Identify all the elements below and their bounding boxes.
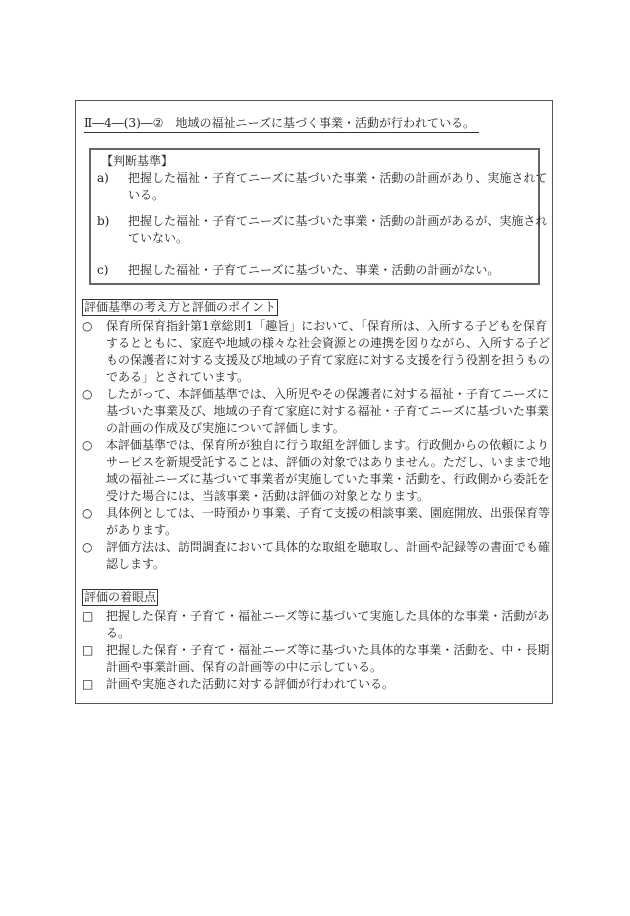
criteria-text: 把握した福祉・子育てニーズに基づいた、事業・活動の計画がない。 xyxy=(128,263,500,277)
focus-checklist xyxy=(82,608,548,693)
circle-bullet-icon: ○ xyxy=(82,540,93,554)
criteria-label: a) xyxy=(97,171,109,185)
criteria-text: いる。 xyxy=(128,188,165,202)
list-item xyxy=(82,437,551,505)
criteria-heading: 【判断基準】 xyxy=(101,154,174,168)
focus-text: 計画や実施された活動に対する評価が行われている。 xyxy=(106,677,395,691)
point-text: があります。 xyxy=(106,523,178,537)
item-title: Ⅱ―4―(3)―② 地域の福祉ニーズに基づく事業・活動が行われている。 xyxy=(84,115,479,133)
focus-text: る。 xyxy=(106,626,131,640)
criteria-text: 把握した福祉・子育てニーズに基づいた事業・活動の計画があり、実施されて xyxy=(128,171,548,185)
criteria-text: ていない。 xyxy=(128,231,189,245)
circle-bullet-icon: ○ xyxy=(82,387,93,401)
point-text: 保育所保育指針第1章総則1「趣旨」において、「保育所は、入所する子どもを保育 xyxy=(106,319,548,333)
point-text: もの保護者に対する支援及び地域の子育て家庭に対する支援を行う役割を担うもの xyxy=(106,353,551,367)
point-text: 本評価基準では、保育所が独自に行う取組を評価します。行政側からの依頼により xyxy=(106,438,550,452)
list-item xyxy=(82,318,551,386)
point-text: 具体例としては、一時預かり事業、子育て支援の相談事業、園庭開放、出張保育等 xyxy=(106,506,551,520)
list-item xyxy=(82,539,551,573)
points-heading: 評価基準の考え方と評価のポイント xyxy=(84,300,277,314)
point-text: するとともに、家庭や地域の様々な社会資源との連携を図りながら、入所する子ど xyxy=(106,336,551,350)
focus-text: 把握した保育・子育て・福祉ニーズ等に基づいて実施した具体的な事業・活動があ xyxy=(106,609,550,623)
points-list xyxy=(82,318,551,573)
list-item xyxy=(82,386,548,437)
circle-bullet-icon: ○ xyxy=(82,319,93,333)
criteria-item-b xyxy=(97,213,548,247)
checklist-item xyxy=(82,676,548,693)
list-item xyxy=(82,505,551,539)
criteria-label: b) xyxy=(97,214,110,228)
point-text: サービスを新規受託することは、評価の対象ではありません。ただし、いままで地 xyxy=(106,455,551,469)
point-text: したがって、本評価基準では、入所児やその保護者に対する福祉・子育てニーズに xyxy=(106,387,550,401)
judgement-criteria-box xyxy=(89,148,548,285)
focus-heading: 評価の着眼点 xyxy=(84,590,157,604)
focus-text: 計画や事業計画、保育の計画等の中に示している。 xyxy=(106,660,383,674)
checkbox-icon[interactable]: □ xyxy=(82,677,94,691)
point-text: 評価方法は、訪問調査において具体的な取組を聴取し、計画や記録等の書面でも確 xyxy=(106,540,551,554)
checklist-item xyxy=(82,608,548,642)
circle-bullet-icon: ○ xyxy=(82,438,93,452)
criteria-item-a xyxy=(97,170,548,204)
point-text: である」とされています。 xyxy=(106,370,250,384)
checklist-item xyxy=(82,642,548,676)
evaluation-sheet xyxy=(75,100,553,704)
point-text: 認します。 xyxy=(106,557,166,571)
point-text: 基づいた事業及び、地域の子育て家庭に対する福祉・子育てニーズに基づいた事業 xyxy=(106,404,549,418)
point-text: 受けた場合には、当該事業・活動は評価の対象となります。 xyxy=(106,489,430,503)
criteria-item-c xyxy=(97,262,534,279)
criteria-label: c) xyxy=(97,263,109,277)
checkbox-icon[interactable]: □ xyxy=(82,609,94,623)
point-text: の計画の作成及び実施について評価します。 xyxy=(106,421,345,435)
focus-text: 把握した保育・子育て・福祉ニーズ等に基づいた具体的な事業・活動を、中・長期 xyxy=(106,643,550,657)
point-text: 域の福祉ニーズに基づいて事業者が実施していた事業・活動を、行政側から委託を xyxy=(106,472,550,486)
checkbox-icon[interactable]: □ xyxy=(82,643,94,657)
circle-bullet-icon: ○ xyxy=(82,506,93,520)
criteria-text: 把握した福祉・子育てニーズに基づいた事業・活動の計画があるが、実施され xyxy=(128,214,548,228)
